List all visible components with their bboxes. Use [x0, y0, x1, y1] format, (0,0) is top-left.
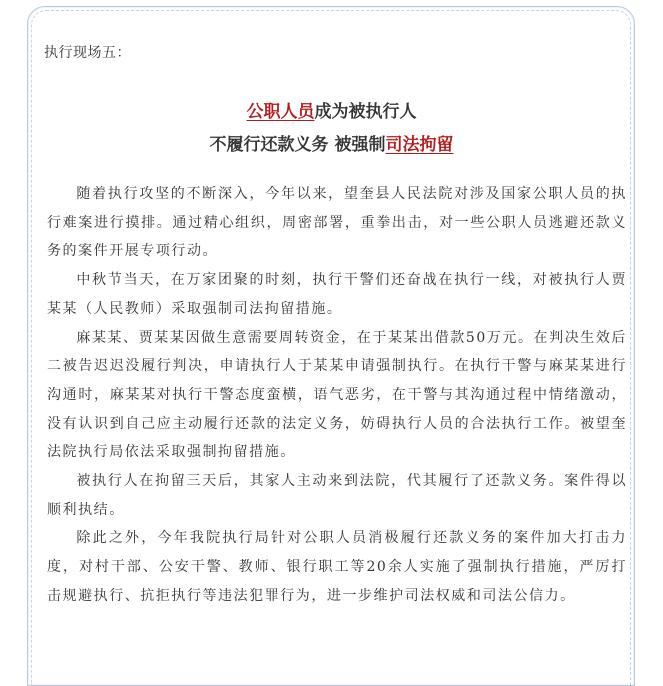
- paragraph: 除此之外，今年我院执行局针对公职人员消极履行还款义务的案件加大打击力度，对村干部、公安干警、教师、银行职工等20余人实施了强制执行措施，严厉打击规避执行、抗拒执行等违法犯罪行为，进一步维护司法权威和司法公信力。: [47, 530, 627, 604]
- article-title-line-1: [0, 97, 663, 122]
- title-line-1-rest: 成为被执行人: [314, 102, 417, 122]
- paragraph: 被执行人在拘留三天后，其家人主动来到法院，代其履行了还款义务。案件得以顺利执结。: [47, 473, 627, 518]
- title-line-2-prefix: 不履行还款义务 被强制: [209, 135, 386, 155]
- title-highlight-judicial-detention: 司法拘留: [385, 135, 454, 155]
- paragraph: 中秋节当天，在万家团聚的时刻，执行干警们还奋战在执行一线，对被执行人贾某某（人民教师）采取强制司法拘留措施。: [47, 272, 627, 317]
- paragraph: 麻某某、贾某某因做生意需要周转资金，在于某某出借款50万元。在判决生效后二被告迟迟没履行判决，申请执行人于某某申请强制执行。在执行干警与麻某某进行沟通时，麻某某对执行干警态度蛮横，语气恶劣，在干警与其沟通过程中情绪激动，没有认识到自己应主动履行还款的法定义务，妨碍执行人员的合法执行工作。被望奎法院执行局依法采取强制拘留措施。: [47, 329, 627, 461]
- article-title-line-2: [0, 130, 663, 155]
- section-label: 执行现场五：: [44, 45, 131, 61]
- article-body: [47, 180, 627, 611]
- title-highlight-public-officials: 公职人员: [246, 102, 315, 122]
- paragraph: 随着执行攻坚的不断深入，今年以来，望奎县人民法院对涉及国家公职人员的执行难案进行摸排。通过精心组织，周密部署，重拳出击，对一些公职人员逃避还款义务的案件开展专项行动。: [47, 186, 627, 260]
